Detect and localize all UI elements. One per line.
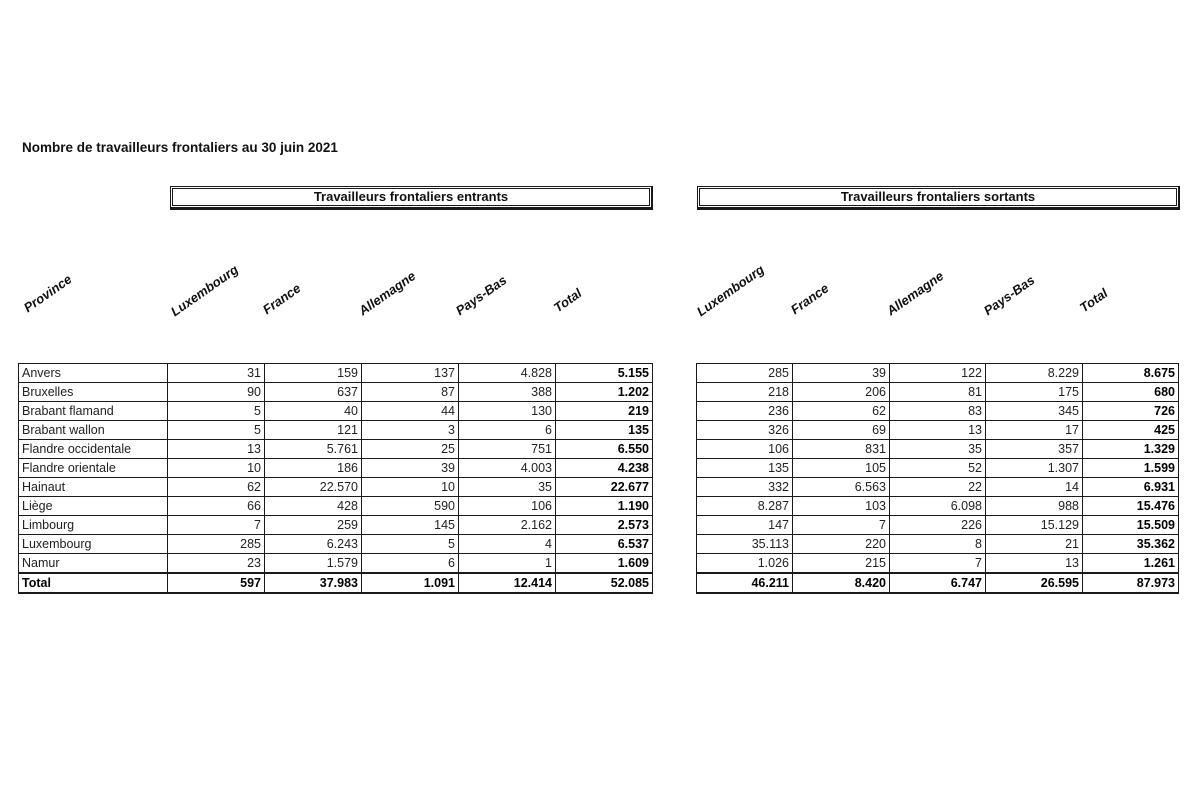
value-cell: 1.026 xyxy=(697,554,793,574)
value-cell: 159 xyxy=(265,364,362,383)
value-cell: 7 xyxy=(168,516,265,535)
value-cell: 35.113 xyxy=(697,535,793,554)
value-cell: 69 xyxy=(793,421,890,440)
value-cell: 1.609 xyxy=(556,554,653,574)
province-cell: Brabant wallon xyxy=(19,421,168,440)
value-cell: 357 xyxy=(986,440,1083,459)
total-row xyxy=(697,573,1179,593)
value-cell: 6.747 xyxy=(890,573,986,593)
sortants-header-france: France xyxy=(787,280,832,318)
value-cell: 206 xyxy=(793,383,890,402)
value-cell: 175 xyxy=(986,383,1083,402)
value-cell: 37.983 xyxy=(265,573,362,593)
value-cell: 31 xyxy=(168,364,265,383)
entrants-header-allemagne: Allemagne xyxy=(355,268,419,319)
value-cell: 6 xyxy=(459,421,556,440)
value-cell: 3 xyxy=(362,421,459,440)
value-cell: 4.238 xyxy=(556,459,653,478)
value-cell: 219 xyxy=(556,402,653,421)
table-row xyxy=(697,554,1179,574)
value-cell: 7 xyxy=(890,554,986,574)
value-cell: 87 xyxy=(362,383,459,402)
value-cell: 285 xyxy=(697,364,793,383)
value-cell: 6.098 xyxy=(890,497,986,516)
value-cell: 26.595 xyxy=(986,573,1083,593)
province-cell: Hainaut xyxy=(19,478,168,497)
table-row xyxy=(697,478,1179,497)
entrants-header-france: France xyxy=(259,280,304,318)
value-cell: 726 xyxy=(1083,402,1179,421)
table-row xyxy=(19,478,653,497)
value-cell: 13 xyxy=(890,421,986,440)
value-cell: 5 xyxy=(168,421,265,440)
entrants-header-pays-bas: Pays-Bas xyxy=(452,272,510,319)
table-row xyxy=(19,535,653,554)
value-cell: 8.675 xyxy=(1083,364,1179,383)
value-cell: 5.761 xyxy=(265,440,362,459)
sortants-banner-label: Travailleurs frontaliers sortants xyxy=(699,188,1177,206)
value-cell: 236 xyxy=(697,402,793,421)
value-cell: 8.287 xyxy=(697,497,793,516)
value-cell: 831 xyxy=(793,440,890,459)
value-cell: 1.190 xyxy=(556,497,653,516)
sortants-header-pays-bas: Pays-Bas xyxy=(980,272,1038,319)
value-cell: 39 xyxy=(362,459,459,478)
value-cell: 22 xyxy=(890,478,986,497)
value-cell: 81 xyxy=(890,383,986,402)
value-cell: 1.261 xyxy=(1083,554,1179,574)
table-row xyxy=(19,364,653,383)
value-cell: 1.599 xyxy=(1083,459,1179,478)
value-cell: 106 xyxy=(697,440,793,459)
province-cell: Namur xyxy=(19,554,168,574)
value-cell: 62 xyxy=(168,478,265,497)
province-cell: Anvers xyxy=(19,364,168,383)
value-cell: 35 xyxy=(459,478,556,497)
value-cell: 6.563 xyxy=(793,478,890,497)
value-cell: 23 xyxy=(168,554,265,574)
table-row xyxy=(19,516,653,535)
value-cell: 66 xyxy=(168,497,265,516)
value-cell: 186 xyxy=(265,459,362,478)
value-cell: 637 xyxy=(265,383,362,402)
value-cell: 1.579 xyxy=(265,554,362,574)
value-cell: 332 xyxy=(697,478,793,497)
entrants-table xyxy=(18,363,653,594)
value-cell: 13 xyxy=(986,554,1083,574)
value-cell: 4.003 xyxy=(459,459,556,478)
value-cell: 135 xyxy=(697,459,793,478)
value-cell: 14 xyxy=(986,478,1083,497)
value-cell: 87.973 xyxy=(1083,573,1179,593)
value-cell: 8 xyxy=(890,535,986,554)
value-cell: 17 xyxy=(986,421,1083,440)
value-cell: 145 xyxy=(362,516,459,535)
value-cell: 6 xyxy=(362,554,459,574)
value-cell: 326 xyxy=(697,421,793,440)
table-row xyxy=(19,459,653,478)
value-cell: 680 xyxy=(1083,383,1179,402)
value-cell: 8.229 xyxy=(986,364,1083,383)
value-cell: 590 xyxy=(362,497,459,516)
province-cell: Limbourg xyxy=(19,516,168,535)
value-cell: 122 xyxy=(890,364,986,383)
value-cell: 22.677 xyxy=(556,478,653,497)
value-cell: 137 xyxy=(362,364,459,383)
value-cell: 135 xyxy=(556,421,653,440)
province-cell: Bruxelles xyxy=(19,383,168,402)
value-cell: 1.091 xyxy=(362,573,459,593)
value-cell: 83 xyxy=(890,402,986,421)
value-cell: 4 xyxy=(459,535,556,554)
total-row xyxy=(19,573,653,593)
value-cell: 46.211 xyxy=(697,573,793,593)
value-cell: 44 xyxy=(362,402,459,421)
value-cell: 105 xyxy=(793,459,890,478)
entrants-header-total: Total xyxy=(550,285,585,316)
value-cell: 7 xyxy=(793,516,890,535)
sortants-header-allemagne: Allemagne xyxy=(883,268,947,319)
value-cell: 10 xyxy=(168,459,265,478)
value-cell: 1.329 xyxy=(1083,440,1179,459)
value-cell: 6.550 xyxy=(556,440,653,459)
value-cell: 52 xyxy=(890,459,986,478)
entrants-header-luxembourg: Luxembourg xyxy=(167,261,241,320)
value-cell: 428 xyxy=(265,497,362,516)
value-cell: 215 xyxy=(793,554,890,574)
entrants-header-province: Province xyxy=(20,271,75,316)
value-cell: 15.476 xyxy=(1083,497,1179,516)
value-cell: 6.243 xyxy=(265,535,362,554)
table-row xyxy=(19,497,653,516)
entrants-banner-box xyxy=(170,186,653,210)
table-row xyxy=(697,516,1179,535)
province-cell: Flandre occidentale xyxy=(19,440,168,459)
value-cell: 2.162 xyxy=(459,516,556,535)
sortants-header-luxembourg: Luxembourg xyxy=(693,261,767,320)
table-row xyxy=(19,440,653,459)
value-cell: 103 xyxy=(793,497,890,516)
value-cell: 425 xyxy=(1083,421,1179,440)
value-cell: 147 xyxy=(697,516,793,535)
value-cell: 285 xyxy=(168,535,265,554)
sortants-header-total: Total xyxy=(1076,285,1111,316)
value-cell: 15.129 xyxy=(986,516,1083,535)
value-cell: 218 xyxy=(697,383,793,402)
table-row xyxy=(19,402,653,421)
table-row xyxy=(697,497,1179,516)
value-cell: 52.085 xyxy=(556,573,653,593)
value-cell: 15.509 xyxy=(1083,516,1179,535)
value-cell: 10 xyxy=(362,478,459,497)
value-cell: 5.155 xyxy=(556,364,653,383)
table-row xyxy=(19,421,653,440)
value-cell: 1.202 xyxy=(556,383,653,402)
table-row xyxy=(697,535,1179,554)
province-cell: Total xyxy=(19,573,168,593)
value-cell: 5 xyxy=(362,535,459,554)
value-cell: 4.828 xyxy=(459,364,556,383)
value-cell: 40 xyxy=(265,402,362,421)
value-cell: 6.537 xyxy=(556,535,653,554)
page-title: Nombre de travailleurs frontaliers au 30 juin 2021 xyxy=(22,140,338,155)
table-row xyxy=(697,421,1179,440)
value-cell: 220 xyxy=(793,535,890,554)
value-cell: 597 xyxy=(168,573,265,593)
value-cell: 751 xyxy=(459,440,556,459)
sortants-banner-box xyxy=(697,186,1180,210)
value-cell: 13 xyxy=(168,440,265,459)
province-cell: Liège xyxy=(19,497,168,516)
value-cell: 8.420 xyxy=(793,573,890,593)
province-cell: Luxembourg xyxy=(19,535,168,554)
value-cell: 39 xyxy=(793,364,890,383)
table-row xyxy=(697,402,1179,421)
value-cell: 106 xyxy=(459,497,556,516)
table-row xyxy=(697,383,1179,402)
value-cell: 1 xyxy=(459,554,556,574)
province-cell: Flandre orientale xyxy=(19,459,168,478)
value-cell: 2.573 xyxy=(556,516,653,535)
value-cell: 90 xyxy=(168,383,265,402)
value-cell: 988 xyxy=(986,497,1083,516)
value-cell: 62 xyxy=(793,402,890,421)
sortants-table xyxy=(696,363,1179,594)
value-cell: 35 xyxy=(890,440,986,459)
table-row xyxy=(697,440,1179,459)
value-cell: 345 xyxy=(986,402,1083,421)
value-cell: 226 xyxy=(890,516,986,535)
value-cell: 21 xyxy=(986,535,1083,554)
entrants-banner-label: Travailleurs frontaliers entrants xyxy=(172,188,650,206)
table-row xyxy=(19,554,653,574)
table-row xyxy=(19,383,653,402)
value-cell: 121 xyxy=(265,421,362,440)
value-cell: 6.931 xyxy=(1083,478,1179,497)
value-cell: 35.362 xyxy=(1083,535,1179,554)
value-cell: 388 xyxy=(459,383,556,402)
value-cell: 5 xyxy=(168,402,265,421)
value-cell: 22.570 xyxy=(265,478,362,497)
province-cell: Brabant flamand xyxy=(19,402,168,421)
value-cell: 259 xyxy=(265,516,362,535)
value-cell: 12.414 xyxy=(459,573,556,593)
table-row xyxy=(697,364,1179,383)
value-cell: 25 xyxy=(362,440,459,459)
table-row xyxy=(697,459,1179,478)
value-cell: 130 xyxy=(459,402,556,421)
value-cell: 1.307 xyxy=(986,459,1083,478)
